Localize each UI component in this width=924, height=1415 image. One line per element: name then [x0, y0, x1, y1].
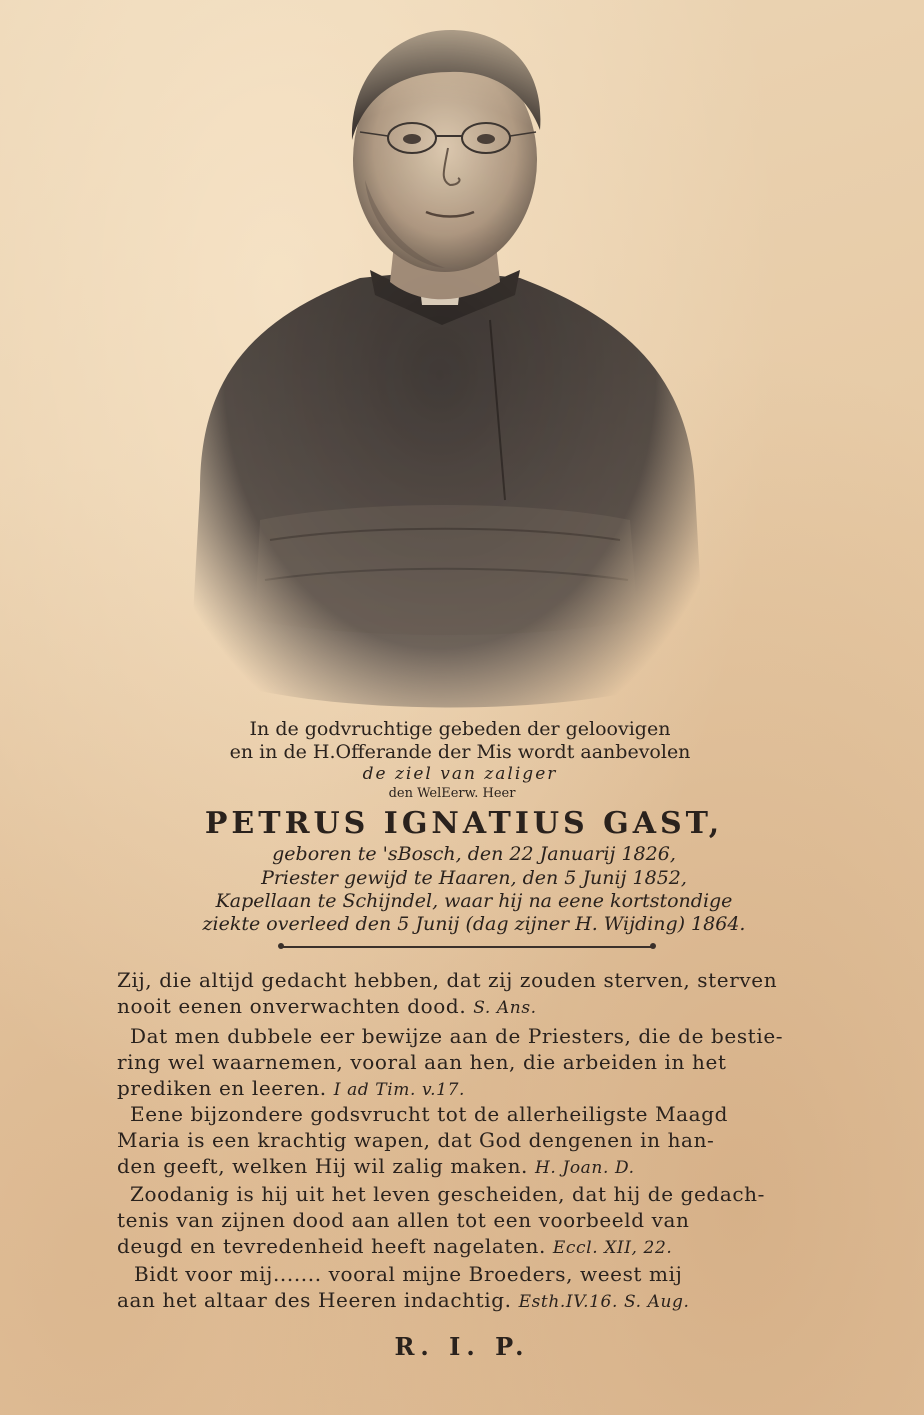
quote-line: [117, 994, 537, 1018]
dedication-line-2: en in de H.Offerande der Mis wordt aanbevolen: [229, 741, 691, 763]
birth-line: geboren te 'sBosch, den 22 Januarij 1826,: [272, 843, 676, 865]
dedication-line-4: den WelEerw. Heer: [388, 786, 516, 801]
quote-reference: S. Ans.: [473, 998, 537, 1018]
quote-text: Zoodanig is hij uit het leven gescheiden, dat hij de gedach-: [130, 1182, 765, 1206]
quote-text: prediken en leeren.: [117, 1076, 327, 1100]
quote-line: [117, 1128, 714, 1152]
quote-reference: H. Joan. D.: [534, 1158, 635, 1178]
priest-portrait: [160, 20, 720, 730]
quote-line: [117, 1154, 635, 1178]
dedication-line-3: de ziel van zaliger: [362, 764, 558, 784]
divider-rule: [282, 946, 652, 948]
quote-text: ring wel waarnemen, vooral aan hen, die arbeiden in het: [117, 1050, 727, 1074]
divider-dot-right: [650, 943, 656, 949]
quote-reference: Eccl. XII, 22.: [552, 1238, 673, 1258]
quote-text: Dat men dubbele eer bewijze aan de Priesters, die de bestie-: [130, 1024, 784, 1048]
quote-line: [130, 1182, 765, 1206]
quote-reference: I ad Tim. v.17.: [333, 1080, 466, 1100]
quote-line: [117, 1076, 465, 1100]
chaplaincy-line: Kapellaan te Schijndel, waar hij na eene kortstondige: [215, 890, 733, 912]
quote-line: [130, 1024, 783, 1048]
quote-text: den geeft, welken Hij wil zalig maken.: [117, 1154, 529, 1178]
quote-text: aan het altaar des Heeren indachtig.: [117, 1288, 512, 1312]
rip-closing: R. I. P.: [394, 1332, 530, 1361]
quote-text: Zij, die altijd gedacht hebben, dat zij zouden sterven, sterven: [117, 968, 778, 992]
quote-line: [117, 1050, 727, 1074]
quote-line: [134, 1262, 682, 1286]
quote-text: nooit eenen onverwachten dood.: [117, 994, 467, 1018]
quote-line: [117, 1288, 690, 1312]
quote-text: tenis van zijnen dood aan allen tot een voorbeeld van: [117, 1208, 690, 1232]
divider-dot-left: [278, 943, 284, 949]
quote-line: [117, 1208, 690, 1232]
quote-line: [117, 968, 777, 992]
quote-text: Eene bijzondere godsvrucht tot de allerheiligste Maagd: [130, 1102, 729, 1126]
deceased-name: PETRUS IGNATIUS GAST,: [204, 806, 724, 841]
quote-line: [117, 1234, 672, 1258]
quote-reference: Esth.IV.16. S. Aug.: [518, 1292, 690, 1312]
quote-text: Maria is een krachtig wapen, dat God dengenen in han-: [117, 1128, 715, 1152]
quote-line: [130, 1102, 728, 1126]
dedication-line-1: In de godvruchtige gebeden der geloovigen: [249, 718, 671, 740]
ordination-line: Priester gewijd te Haaren, den 5 Junij 1852,: [261, 867, 687, 889]
death-line: ziekte overleed den 5 Junij (dag zijner H. Wijding) 1864.: [202, 913, 746, 935]
quote-text: Bidt voor mij....... vooral mijne Broeders, weest mij: [134, 1262, 683, 1286]
quote-text: deugd en tevredenheid heeft nagelaten.: [117, 1234, 546, 1258]
